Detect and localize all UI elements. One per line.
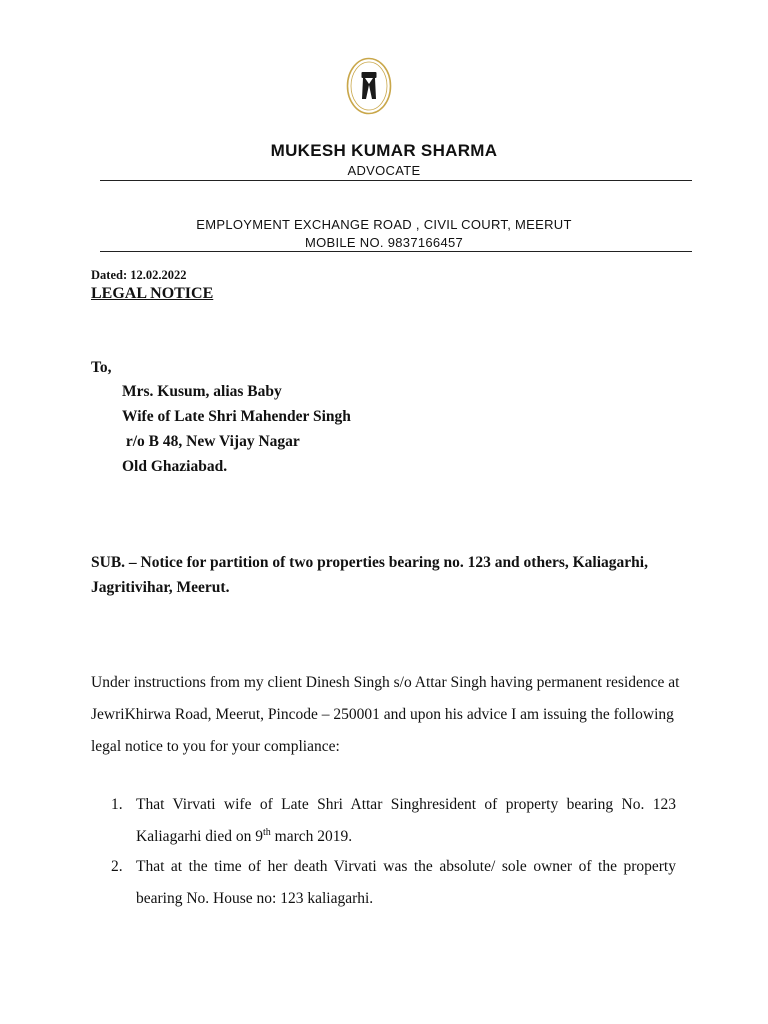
office-address: EMPLOYMENT EXCHANGE ROAD , CIVIL COURT, MEERUT (196, 217, 572, 232)
intro-paragraph: Under instructions from my client Dinesh Singh s/o Attar Singh having permanent residence at JewriKhirwa Road, Meerut, Pincode – 250001 and upon his advice I am issuing the following legal notice to you for your compliance: (91, 674, 680, 755)
notice-date: Dated: 12.02.2022 (91, 268, 187, 282)
ordinal-suffix: th (262, 826, 271, 838)
advocate-title: ADVOCATE (347, 163, 421, 178)
salutation-to: To, (91, 359, 112, 376)
notice-subject: SUB. – Notice for partition of two properties bearing no. 123 and others, Kaliagarhi, Jagritivihar, Meerut. (91, 554, 648, 596)
list-text: That Virvati wife of Late Shri Attar Singhresident of property bearing No. 123 Kaliagarhi died on 9th march 2019. (136, 796, 676, 845)
recipient-line: r/o B 48, New Vijay Nagar (122, 433, 300, 450)
list-item (111, 789, 676, 853)
mobile-number: MOBILE NO. 9837166457 (304, 235, 464, 250)
list-number: 1. (111, 796, 123, 813)
list-number: 2. (111, 858, 123, 875)
notice-heading: LEGAL NOTICE (91, 285, 214, 302)
advocate-emblem-icon (346, 57, 392, 115)
advocate-name: MUKESH KUMAR SHARMA (270, 141, 498, 160)
recipient-line: Mrs. Kusum, alias Baby (122, 383, 282, 400)
header-divider-top (100, 180, 692, 181)
list-item (111, 851, 676, 915)
recipient-line: Wife of Late Shri Mahender Singh (122, 408, 351, 425)
header-divider-bottom (100, 251, 692, 252)
list-text: That at the time of her death Virvati was the absolute/ sole owner of the property bearing No. House no: 123 kaliagarhi. (136, 858, 676, 907)
recipient-line: Old Ghaziabad. (122, 458, 228, 475)
